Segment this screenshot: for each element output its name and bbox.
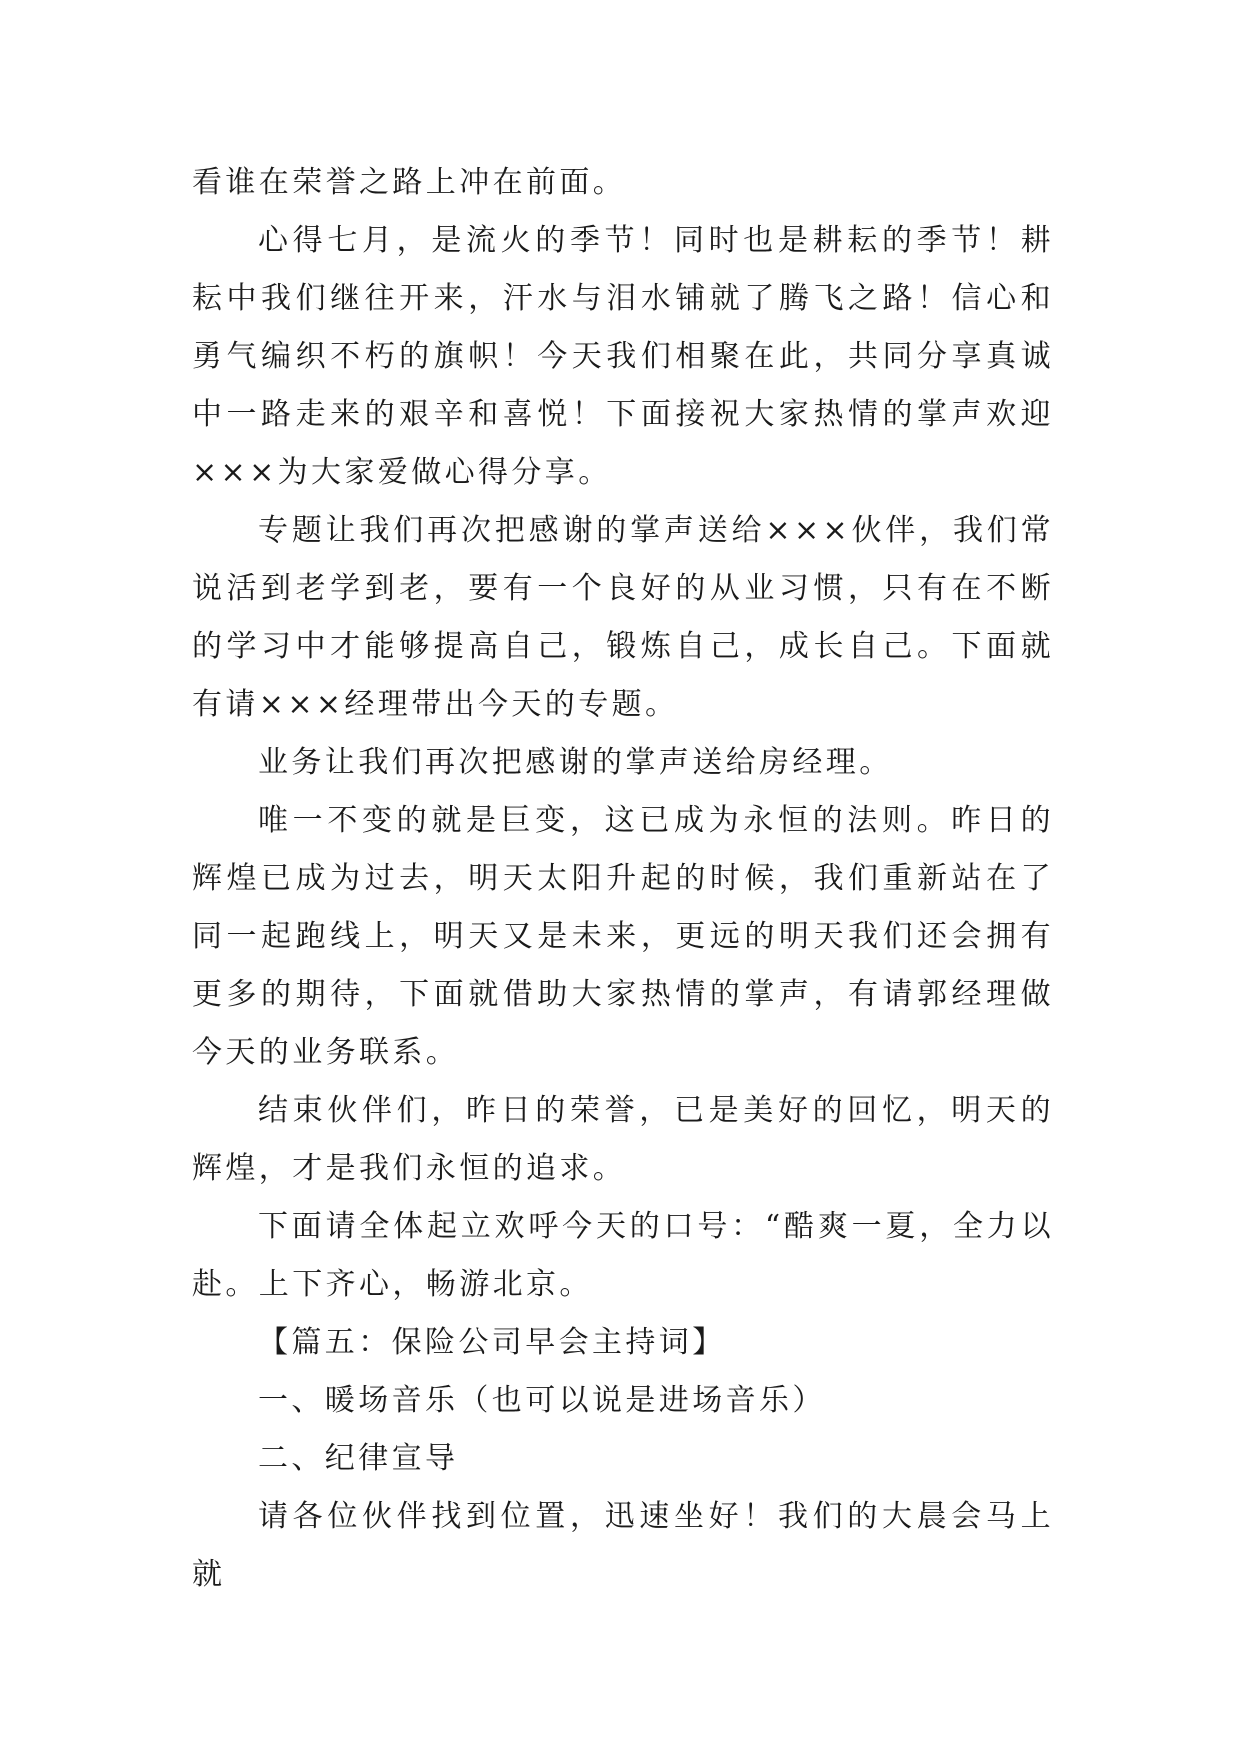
section-heading: 【篇五：保险公司早会主持词】 — [258, 1325, 726, 1360]
paragraph-seating: 请各位伙伴找到位置，迅速坐好！我们的大晨会马上就 — [192, 1499, 1054, 1592]
paragraph-business-intro: 唯一不变的就是巨变，这已成为永恒的法则。昨日的辉煌已成为过去，明天太阳升起的时候，我们重新站在了同一起跑线上，明天又是未来，更远的明天我们还会拥有更多的期待，下面就借助大家热情的掌声，有请郭经理做今天的业务联系。 — [192, 803, 1054, 1070]
list-item-discipline: 二、纪律宣导 — [258, 1441, 459, 1476]
document-body — [192, 154, 1054, 1604]
paragraph-business-thanks: 业务让我们再次把感谢的掌声送给房经理。 — [258, 745, 893, 780]
list-item-warmup-music: 一、暖场音乐（也可以说是进场音乐） — [258, 1383, 826, 1418]
paragraph-slogan: 下面请全体起立欢呼今天的口号：“酷爽一夏，全力以赴。上下齐心，畅游北京。 — [192, 1209, 1054, 1302]
paragraph-closing: 结束伙伴们，昨日的荣誉，已是美好的回忆，明天的辉煌，才是我们永恒的追求。 — [192, 1093, 1054, 1186]
paragraph-experience-sharing: 心得七月，是流火的季节！同时也是耕耘的季节！耕耘中我们继往开来，汗水与泪水铺就了腾飞之路！信心和勇气编织不朽的旗帜！今天我们相聚在此，共同分享真诚中一路走来的艰辛和喜悦！下面接祝大家热情的掌声欢迎×××为大家爱做心得分享。 — [192, 223, 1054, 490]
paragraph-special-topic: 专题让我们再次把感谢的掌声送给×××伙伴，我们常说活到老学到老，要有一个良好的从业习惯，只有在不断的学习中才能够提高自己，锻炼自己，成长自己。下面就有请×××经理带出今天的专题。 — [192, 513, 1054, 722]
paragraph-continuation: 看谁在荣誉之路上冲在前面。 — [192, 165, 627, 200]
